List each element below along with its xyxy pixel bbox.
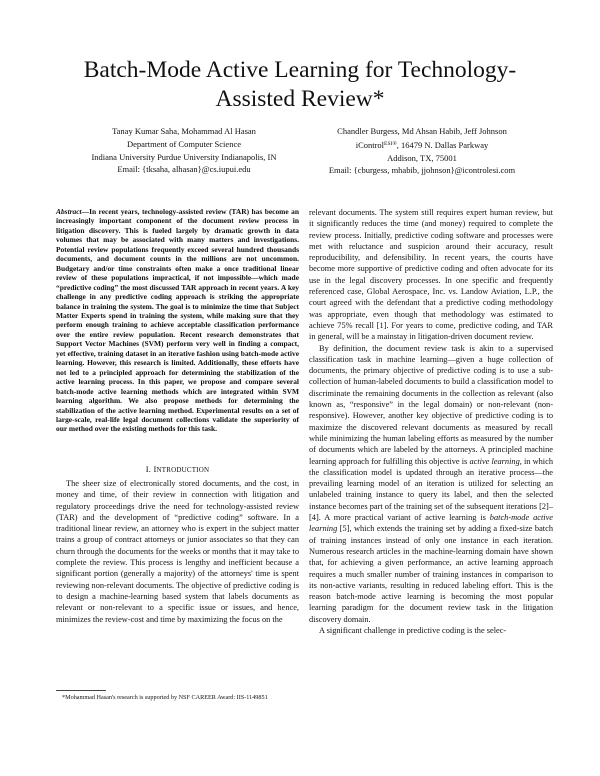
abstract-label: Abstract <box>56 207 82 216</box>
para2-text-b: , in which the classification model is updated through an iterative process—the prevailing learning model of an iteration is utilized for selecting an unlabeled training instance to query its label, and then the selected instance becomes part of the training set of the subsequent iterations [2]–[4]. A more practical variant of active learning is <box>309 456 553 523</box>
author-block-left <box>50 125 318 176</box>
author-email-left: Email: {tksaha, alhasan}@cs.iupui.edu <box>117 164 251 175</box>
footnote: *Mohammad Hasan's research is supported by NSF CAREER Award: IIS-1149851 <box>62 694 268 701</box>
paper-title: Batch-Mode Active Learning for Technology-Assisted Review* <box>83 57 517 112</box>
org-address: , 16479 N. Dallas Parkway <box>396 139 489 150</box>
footnote-rule <box>56 690 106 691</box>
para2-text-a: By definition, the document review task is akin to a supervised classification task in machine learning—given a huge collection of documents, the primary objective of predictive coding is to use a sub-collection of human-labeled documents to build a classification model to discriminate the remaining documents in the collection as relevant (also known as, “responsive” in the legal domain) or non-relevant (non-responsive). However, another key objective of predictive coding is to maximize the discovered relevant documents as measured by recall while minimizing the human labeling efforts as measured by the number of documents which are labeled by the attorneys. A principled machine learning approach for fulfilling this objective is <box>309 343 553 466</box>
right-paragraph-1: relevant documents. The system still requires expert human review, but it significantly reduces the time (and money) required to complete the review process. Initially, predictive coding software and processes were met with reluctance and suspicion around their accuracy, result reproducibility, and defensibility. In recent years, the courts have become more supportive of predictive coding and often advocate for its use in the legal discovery processes. In one specific and frequently referenced case, Global Aerospace, Inc. vs. Landow Aviation, L.P., the court agreed with the defendant that a predictive coding methodology was appropriate, even though that methodology was estimated to achieve 75% recall [1]. For years to come, predictive coding, and TAR in general, will be a mainstay in litigation-driven document review. <box>309 208 553 342</box>
right-paragraph-3: A significant challenge in predictive coding is the selec- <box>319 625 507 635</box>
author-block-right <box>288 125 556 177</box>
abstract <box>56 207 299 434</box>
author-institution: Indiana University Purdue University Indianapolis, IN <box>91 151 277 162</box>
author-department: Department of Computer Science <box>126 138 241 149</box>
abstract-text: —In recent years, technology-assisted review (TAR) has become an increasingly important component of the document review process in litigation discovery. This is fueled largely by dramatic growth in data volumes that may be associated with many matters and investigations. Potential review populations frequently exceed several hundred thousands documents, and document counts in the millions are not uncommon. Budgetary and/or time constraints often make a once traditional linear review of these populations impractical, if not impossible—which made “predictive coding” the most discussed TAR approach in recent years. A key challenge in any predictive coding approach is striking the appropriate balance in training the system. The goal is to minimize the time that Subject Matter Experts spend in training the system, while making sure that they perform enough training to achieve acceptable classification performance over the entire review population. Recent research demonstrates that Support Vector Machines (SVM) perform very well in finding a compact, yet effective, training dataset in an iterative fashion using batch-mode active learning. However, this research is limited. Additionally, these efforts have not led to a principled approach for determining the stabilization of the active learning process. In this paper, we propose and compare several batch-mode active learning methods which are integrated within SVM learning algorithm. We also propose methods for determining the stabilization of the active learning method. Experimental results on a set of large-scale, real-life legal document collections validate the superiority of our method over the existing methods for this task. <box>56 207 299 434</box>
author-organization <box>288 138 556 152</box>
author-email-right: Email: {cburgess, mhabib, jjohnson}@icontrolesi.com <box>328 165 516 176</box>
introduction-left <box>56 478 299 625</box>
author-names-right: Chandler Burgess, Md Ahsan Habib, Jeff Johnson <box>337 126 507 136</box>
para2-term-batch-mode: batch-mode active learning <box>309 513 553 534</box>
right-column <box>309 207 553 636</box>
org-name: iControl <box>355 139 385 150</box>
org-superscript: ESI® <box>384 140 397 147</box>
right-paragraph-2 <box>309 343 553 625</box>
section-title-rest: NTRODUCTION <box>156 466 210 474</box>
intro-paragraph-1: The sheer size of electronically stored documents, and the cost, in money and time, of their review in connection with litigation and regulatory proceedings drive the need for technology-assisted review (TAR) and the development of “predictive coding” software. In a traditional linear review, an attorney who is expert in the subject matter trains a group of contract attorneys or junior associates so that they can churn through the documents for the weeks or months that it may take to complete the review. This process is lengthy and inefficient because a significant portion (generally a majority) of the attorneys' time is spent reviewing non-relevant documents. The objective of predictive coding is to design a machine-learning based system that labels documents as relevant or non-relevant to a specific issue or issues, and hence, minimizes the review-cost and time by maximizing the focus on the <box>56 479 299 624</box>
para2-text-c: [5], which extends the training set by adding a fixed-size batch of training instances instead of only one instance in each iteration. Numerous research articles in the machine-learning domain have shown that, for achieving a given performance, an active learning approach requires a much smaller number of training instances in comparison to its non-active variants, resulting in reduced labeling effort. This is the reason batch-mode active learning is becoming the most popular learning paradigm for the document review task in the litigation discovery domain. <box>309 524 553 624</box>
section-heading <box>56 464 299 474</box>
section-first-letter: I <box>153 464 157 474</box>
author-city: Addison, TX, 75001 <box>387 152 457 163</box>
author-names-left: Tanay Kumar Saha, Mohammad Al Hasan <box>112 126 256 136</box>
para2-term-active-learning: active learning <box>469 456 520 466</box>
section-numeral: I. <box>145 464 154 474</box>
